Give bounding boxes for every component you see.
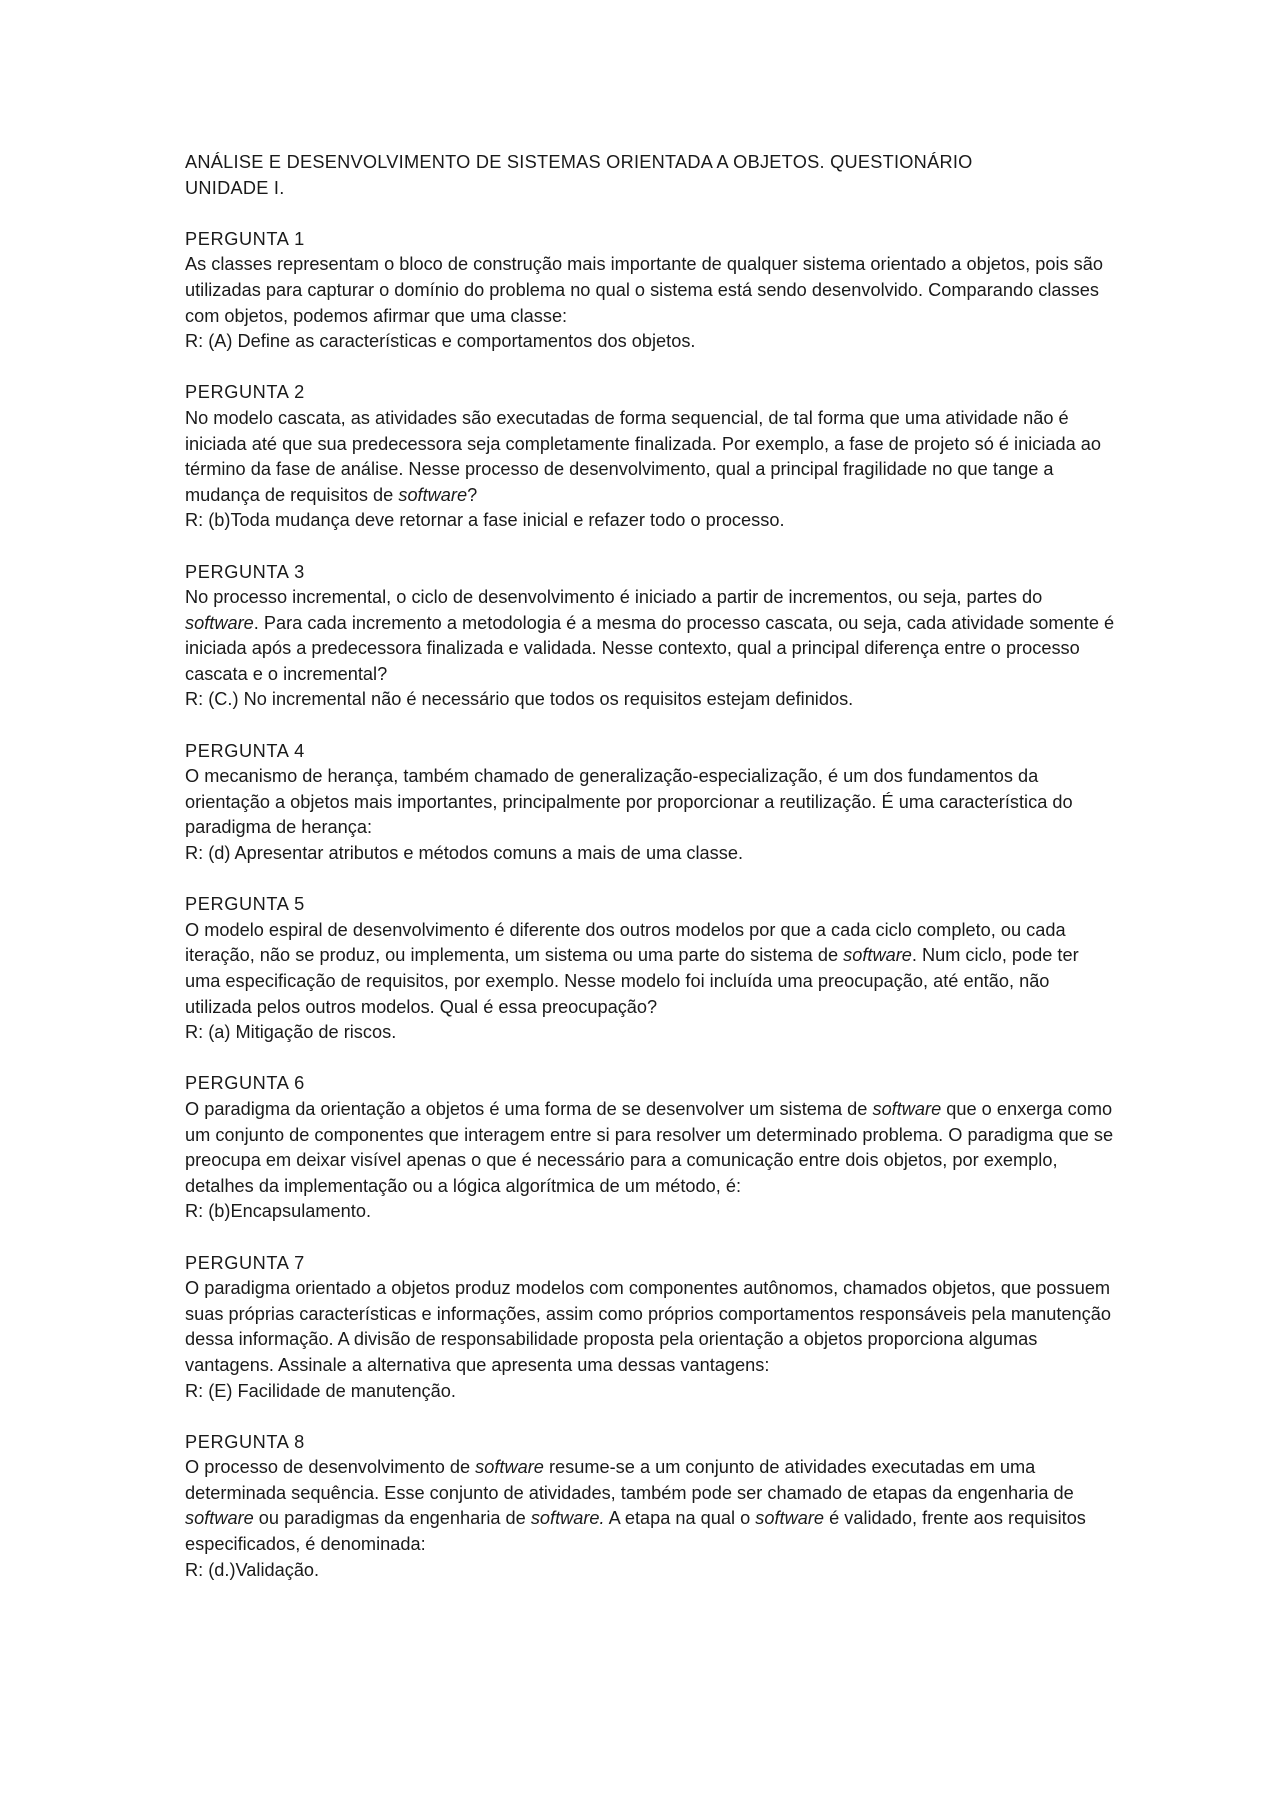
question-answer: R: (E) Facilidade de manutenção. [185, 1380, 456, 1401]
question-block [185, 560, 1115, 714]
question-text-italic: software. [530, 1508, 605, 1529]
question-text-segment: O processo de desenvolvimento de [185, 1457, 476, 1478]
question-heading: PERGUNTA 7 [185, 1252, 305, 1273]
document-title [185, 150, 1115, 201]
question-text [185, 585, 1115, 687]
question-text-segment: ou paradigmas da engenharia de [253, 1508, 531, 1529]
question-list [185, 227, 1115, 1583]
question-text-segment: . Para cada incremento a metodologia é a mesma do processo cascata, ou seja, cada atividade somente é iniciada após a predecessora finalizada e validada. Nesse contexto, qual a principal diferença entre o processo cascata e o incremental? [185, 612, 1115, 684]
question-answer: R: (A) Define as características e comportamentos dos objetos. [185, 331, 696, 352]
question-text-segment: A etapa na qual o [604, 1508, 756, 1529]
question-block [185, 1430, 1115, 1584]
question-heading: PERGUNTA 6 [185, 1073, 305, 1094]
question-text-italic: software [185, 612, 254, 633]
document-title-line-2: UNIDADE I. [185, 177, 285, 198]
question-text-segment: As classes representam o bloco de construção mais importante de qualquer sistema orientado a objetos, pois são utilizadas para capturar o domínio do problema no qual o sistema está sendo desenvolvido. Comparando classes com objetos, podemos afirmar que uma classe: [185, 254, 1103, 326]
document-title-line-1: ANÁLISE E DESENVOLVIMENTO DE SISTEMAS ORIENTADA A OBJETOS. QUESTIONÁRIO [185, 152, 973, 172]
question-answer: R: (b)Encapsulamento. [185, 1201, 372, 1222]
question-text [185, 406, 1115, 508]
question-heading: PERGUNTA 2 [185, 382, 305, 403]
question-text-segment: é validado, frente aos requisitos especificados, é denominada: [185, 1508, 1086, 1555]
question-text-segment: O mecanismo de herança, também chamado de generalização-especialização, é um dos fundamentos da orientação a objetos mais importantes, principalmente por proporcionar a reutilização. É uma característica do paradigma de herança: [185, 766, 1073, 838]
question-answer: R: (C.) No incremental não é necessário que todos os requisitos estejam definidos. [185, 689, 854, 710]
question-text-segment: No processo incremental, o ciclo de desenvolvimento é iniciado a partir de incrementos, ou seja, partes do [185, 587, 1043, 608]
question-heading: PERGUNTA 5 [185, 894, 305, 915]
question-text-segment: O paradigma da orientação a objetos é uma forma de se desenvolver um sistema de [185, 1098, 873, 1119]
question-text-segment: No modelo cascata, as atividades são executadas de forma sequencial, de tal forma que uma atividade não é iniciada até que sua predecessora seja completamente finalizada. Por exemplo, a fase de projeto só é iniciada ao término da fase de análise. Nesse processo de desenvolvimento, qual a principal fragilidade no que tange a mudança de requisitos de [185, 407, 1101, 505]
question-text-italic: software [843, 945, 912, 966]
question-text-italic: software [185, 1508, 254, 1529]
question-text [185, 1455, 1115, 1557]
question-text-italic: software [475, 1457, 544, 1478]
question-text [185, 918, 1115, 1020]
question-text-segment: . Num ciclo, pode ter uma especificação de requisitos, por exemplo. Nesse modelo foi incluída uma preocupação, até então, não utilizada pelos outros modelos. Qual é essa preocupação? [185, 945, 1079, 1017]
question-answer: R: (d) Apresentar atributos e métodos comuns a mais de uma classe. [185, 843, 744, 864]
question-text [185, 1097, 1115, 1199]
question-text-segment: O modelo espiral de desenvolvimento é diferente dos outros modelos por que a cada ciclo completo, ou cada iteração, não se produz, ou implementa, um sistema ou uma parte do sistema de [185, 919, 1066, 966]
question-answer: R: (b)Toda mudança deve retornar a fase inicial e refazer todo o processo. [185, 510, 785, 531]
question-block [185, 739, 1115, 867]
question-heading: PERGUNTA 3 [185, 561, 305, 582]
question-text-italic: software [398, 484, 468, 505]
question-block [185, 892, 1115, 1046]
question-text-italic: software [872, 1098, 942, 1119]
question-heading: PERGUNTA 8 [185, 1431, 305, 1452]
question-heading: PERGUNTA 1 [185, 228, 305, 249]
question-heading: PERGUNTA 4 [185, 740, 305, 761]
question-block [185, 380, 1115, 534]
question-text [185, 252, 1115, 329]
question-answer: R: (a) Mitigação de riscos. [185, 1022, 397, 1043]
question-text-italic: software [755, 1508, 825, 1529]
question-text-segment: ? [467, 484, 478, 505]
question-text [185, 1276, 1115, 1378]
question-answer: R: (d.)Validação. [185, 1559, 320, 1580]
question-block [185, 1071, 1115, 1225]
question-block [185, 1251, 1115, 1405]
question-text [185, 764, 1115, 841]
question-text-segment: resume-se a um conjunto de atividades executadas em uma determinada sequência. Esse conjunto de atividades, também pode ser chamado de etapas da engenharia de [185, 1457, 1074, 1503]
question-block [185, 227, 1115, 355]
document-page [185, 150, 1115, 1609]
question-text-segment: O paradigma orientado a objetos produz modelos com componentes autônomos, chamados objetos, que possuem suas próprias características e informações, assim como próprios comportamentos responsáveis pela manutenção dessa informação. A divisão de responsabilidade proposta pela orientação a objetos proporciona algumas vantagens. Assinale a alternativa que apresenta uma dessas vantagens: [185, 1278, 1111, 1375]
question-text-segment: que o enxerga como um conjunto de componentes que interagem entre si para resolver um determinado problema. O paradigma que se preocupa em deixar visível apenas o que é necessário para a comunicação entre dois objetos, por exemplo, detalhes da implementação ou a lógica algorítmica de um método, é: [185, 1098, 1114, 1196]
